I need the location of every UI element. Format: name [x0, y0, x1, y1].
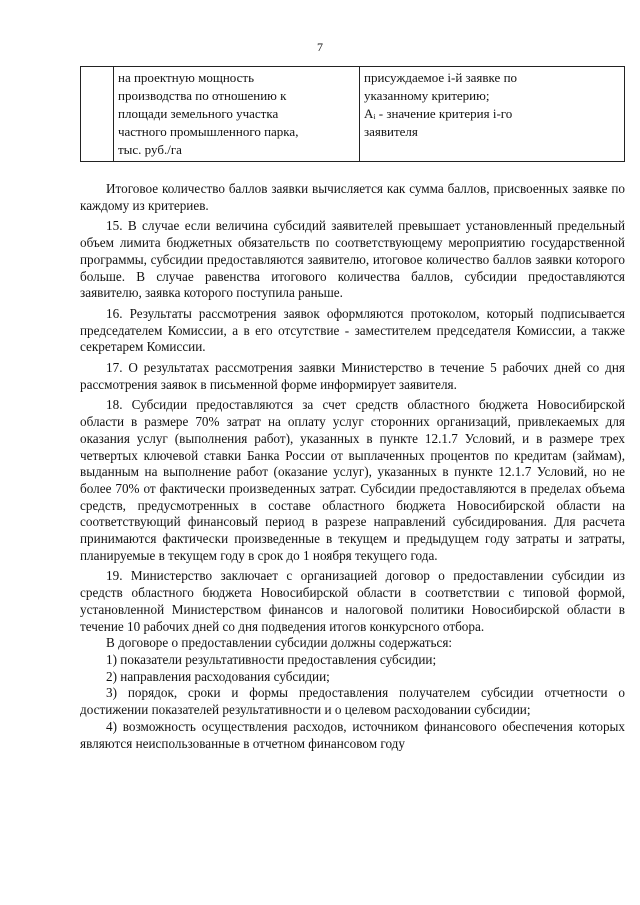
notes-line: указанному критерию;	[364, 88, 490, 103]
list-item-2: 2) направления расходования субсидии;	[106, 668, 330, 684]
notes-line: присуждаемое i-й заявке по	[364, 70, 518, 85]
criteria-table	[80, 66, 625, 162]
paragraph-total-score: Итоговое количество баллов заявки вычисляется как сумма баллов, присвоенных заявке по каждому из критериев.	[80, 181, 625, 213]
paragraph-19: 19. Министерство заключает с организацией договор о предоставлении субсидии из средств областного бюджета Новосибирской области в соответствии с типовой формой, установленной Министерством финансов и налоговой политики Новосибирской области в течение 10 рабочих дней со дня подведения итогов конкурсного отбора.	[80, 568, 625, 634]
list-item-3: 3) порядок, сроки и формы предоставления получателем субсидии отчетности о достижении показателей результативности и о целевом расходовании субсидии;	[80, 685, 625, 718]
table-cell-criterion	[114, 67, 360, 162]
paragraph-15: 15. В случае если величина субсидий заявителей превышает установленный предельный объем лимита бюджетных обязательств по соответствующему мероприятию государственной программы, субсидии предоставляются заявителю, итоговое количество баллов заявки которого больше. В случае равенства итогового количества баллов, субсидии предоставляются заявителю, заявка которого поступила раньше.	[80, 218, 625, 301]
table-cell-formula-notes	[360, 67, 625, 162]
paragraph-18: 18. Субсидии предоставляются за счет средств областного бюджета Новосибирской области в размере 70% затрат на оплату услуг сторонних организаций, привлекаемых для оказания услуг (выполнения работ), указанных в пункте 12.1.7 Условий, и в размере трех четвертых ключевой ставки Банка России от выплаченных процентов по кредитам (займам), выданным на выполнение работ (оказание услуг), указанных в пункте 12.1.7 Условий, но не более 70% от фактически произведенных затрат. Субсидии предоставляются в пределах объема средств, предусмотренных в составе областного бюджета Новосибирской области на соответствующий финансовый период в разрезе направлений субсидирования. Для расчета принимаются фактически произведенные в текущем и предыдущем году затраты и затраты, планируемые в текущем году в срок до 1 ноября текущего года.	[80, 397, 625, 563]
criterion-line: тыс. руб./га	[118, 142, 182, 157]
criterion-line: на проектную мощность	[118, 70, 255, 85]
criterion-line: частного промышленного парка,	[118, 124, 299, 139]
list-item-4: 4) возможность осуществления расходов, источником финансового обеспечения которых являются неиспользованные в отчетном финансовом году	[80, 718, 625, 751]
table-cell-index	[81, 67, 114, 162]
criterion-line: производства по отношению к	[118, 88, 287, 103]
criterion-line: площади земельного участка	[118, 106, 279, 121]
paragraph-17: 17. О результатах рассмотрения заявки Министерство в течение 5 рабочих дней со дня рассмотрения заявок в письменной форме информирует заявителя.	[80, 360, 625, 392]
paragraph-16: 16. Результаты рассмотрения заявок оформляются протоколом, который подписывается председателем Комиссии, а в его отсутствие - заместителем председателя Комиссии, а также секретарем Комиссии.	[80, 305, 625, 355]
page-number: 7	[317, 40, 323, 54]
list-item-1: 1) показатели результативности предоставления субсидии;	[106, 651, 437, 667]
document-body	[80, 181, 625, 752]
table-row	[81, 67, 625, 162]
paragraph-contract-intro: В договоре о предоставлении субсидии должны содержаться:	[106, 635, 453, 651]
notes-line: Aᵢ - значение критерия i-го	[364, 106, 513, 121]
notes-line: заявителя	[364, 124, 418, 139]
